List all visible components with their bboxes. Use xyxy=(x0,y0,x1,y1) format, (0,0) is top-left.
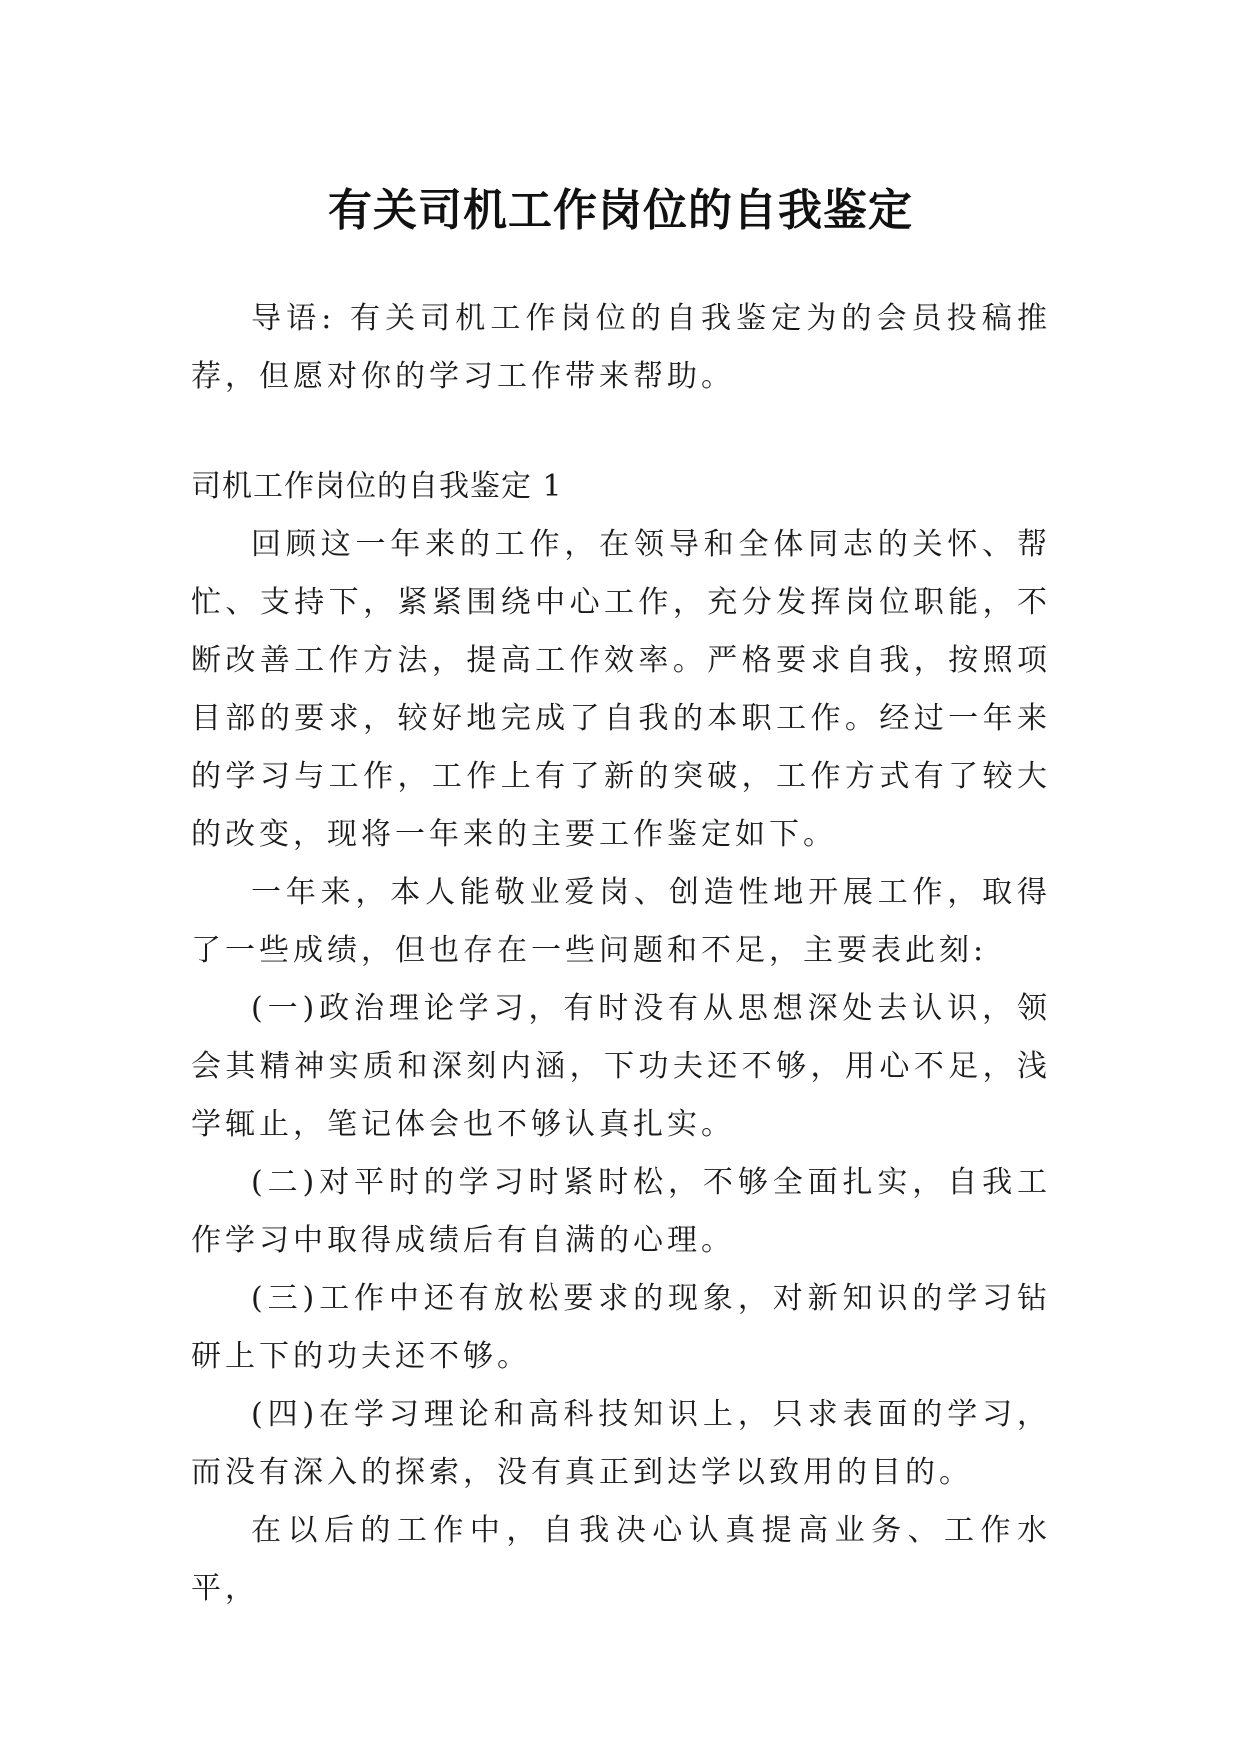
body-paragraph: (一)政治理论学习，有时没有从思想深处去认识，领会其精神实质和深刻内涵，下功夫还不够，用心不足，浅学辄止，笔记体会也不够认真扎实。 xyxy=(191,991,1051,1142)
body-paragraph: (三)工作中还有放松要求的现象，对新知识的学习钻研上下的功夫还不够。 xyxy=(191,1281,1051,1374)
section-heading: 司机工作岗位的自我鉴定 1 xyxy=(191,469,563,504)
body-paragraph: (四)在学习理论和高科技知识上，只求表面的学习，而没有深入的探索，没有真正到达学以致用的目的。 xyxy=(191,1397,1051,1490)
body-paragraph: 在以后的工作中，自我决心认真提高业务、工作水平， xyxy=(191,1513,1051,1606)
document-title: 有关司机工作岗位的自我鉴定 xyxy=(328,185,913,237)
lead-paragraph: 导语: 有关司机工作岗位的自我鉴定为的会员投稿推荐，但愿对你的学习工作带来帮助。 xyxy=(191,301,1051,394)
body-paragraph: 一年来，本人能敬业爱岗、创造性地开展工作，取得了一些成绩，但也存在一些问题和不足，主要表此刻: xyxy=(191,875,1051,968)
document-body xyxy=(191,290,1051,1618)
body-paragraph: (二)对平时的学习时紧时松，不够全面扎实，自我工作学习中取得成绩后有自满的心理。 xyxy=(191,1165,1051,1258)
body-paragraph: 回顾这一年来的工作，在领导和全体同志的关怀、帮忙、支持下，紧紧围绕中心工作，充分发挥岗位职能，不断改善工作方法，提高工作效率。严格要求自我，按照项目部的要求，较好地完成了自我的本职工作。经过一年来的学习与工作，工作上有了新的突破，工作方式有了较大的改变，现将一年来的主要工作鉴定如下。 xyxy=(191,527,1051,852)
